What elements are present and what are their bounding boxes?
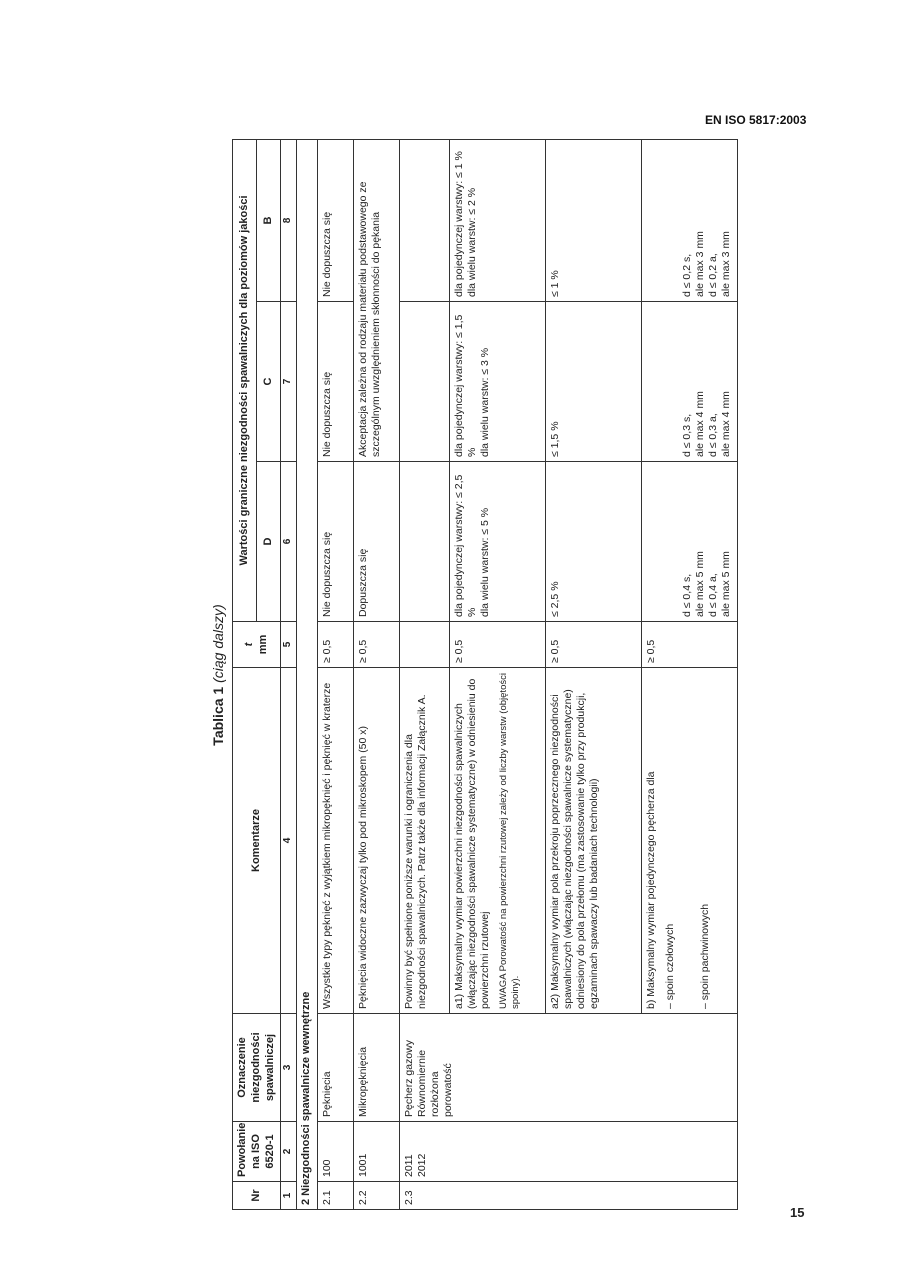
table-row: a2) Maksymalny wymiar pola przekroju poprzecznego niezgodności spawalniczych (włączając niezgodności spawalnicze systematyczne) odniesiony do pola przełomu (ma zastosowanie tylko przy produkcji, egzaminach spawaczy lub badaniach technologii) ≥ 0,5 ≤ 2,5 % ≤ 1,5 % ≤ 1 % bbox=[545, 139, 641, 1209]
document-header: EN ISO 5817:2003 bbox=[705, 113, 807, 127]
table-row: 2.2 1001 Mikropęknięcia Pęknięcia widoczne zazwyczaj tylko pod mikroskopem (50 x) ≥ 0,5 Dopuszcza się Akceptacja zależna od rodzaju materiału podstawowego ze szczególnym uwzględnieniem skłonności do pękania bbox=[353, 139, 399, 1209]
table-row: a1) Maksymalny wymiar powierzchni niezgodności spawalniczych (włączając niezgodności spawalnicze systematyczne) w odniesieniu do powierzchni rzutowej UWAGA Porowatość na powierzchni rzutowej zależy od liczby warstw (objętości spoiny). ≥ 0,5 dla pojedynczej warstwy: ≤ 2,5 % dla wielu warstw: ≤ 5 % dla pojedynczej warstwy: ≤ 1,5 % dla wielu warstw: ≤ 3 % dla pojedynczej warstwy: ≤ 1 % dla wielu warstw: ≤ 2 % bbox=[449, 139, 545, 1209]
caption-title: Tablica 1 bbox=[210, 686, 226, 746]
section-row bbox=[296, 139, 317, 1209]
column-number-row: 1 2 3 4 5 6 7 8 bbox=[281, 139, 297, 1209]
col-t: t mm bbox=[233, 622, 281, 668]
table-caption bbox=[210, 140, 226, 1210]
caption-continued: (ciąg dalszy) bbox=[210, 604, 226, 683]
table-row: 2.3 2011 2012 Pęcherz gazowy Równomiernie rozłożona porowatość Powinny być spełnione poniższe warunki i ograniczenia dla niezgodności spawalniczych. Patrz także dla informacji Załącznik A. bbox=[399, 139, 449, 1209]
table-row: b) Maksymalny wymiar pojedynczego pęcherza dla – spoin czołowych – spoin pachwinowych ≥ 0,5 d ≤ 0,4 s, ale max 5 mm d ≤ 0,4 a, ale max 5 mm d ≤ 0,3 s, ale max 4 mm d ≤ 0,3 a, ale max 4 mm d ≤ 0,2 s, ale max 3 mm d ≤ 0,2 a, ale max 3 mm bbox=[641, 139, 737, 1209]
col-level-b: B bbox=[257, 139, 281, 301]
table-row: 2.1 100 Pęknięcia Wszystkie typy pęknięć z wyjątkiem mikropęknięć i pęknięć w kraterze ≥ 0,5 Nie dopuszcza się Nie dopuszcza się Nie dopuszcza się bbox=[317, 139, 353, 1209]
section-title: 2 Niezgodności spawalnicze wewnętrzne bbox=[296, 139, 317, 1209]
col-level-c: C bbox=[257, 302, 281, 462]
col-nr: Nr bbox=[233, 1182, 281, 1210]
quality-limits-table bbox=[232, 139, 738, 1210]
page-number: 15 bbox=[790, 1205, 805, 1220]
col-designation: Oznaczenie niezgodności spawalniczej bbox=[233, 1014, 281, 1122]
header-row-1 bbox=[233, 139, 257, 1209]
rotated-table-area bbox=[210, 140, 899, 1210]
col-limits: Wartości graniczne niezgodności spawalniczych dla poziomów jakości bbox=[233, 139, 257, 621]
col-comments: Komentarze bbox=[233, 668, 281, 1014]
col-ref: Powołanie na ISO 6520-1 bbox=[233, 1122, 281, 1182]
col-level-d: D bbox=[257, 462, 281, 622]
